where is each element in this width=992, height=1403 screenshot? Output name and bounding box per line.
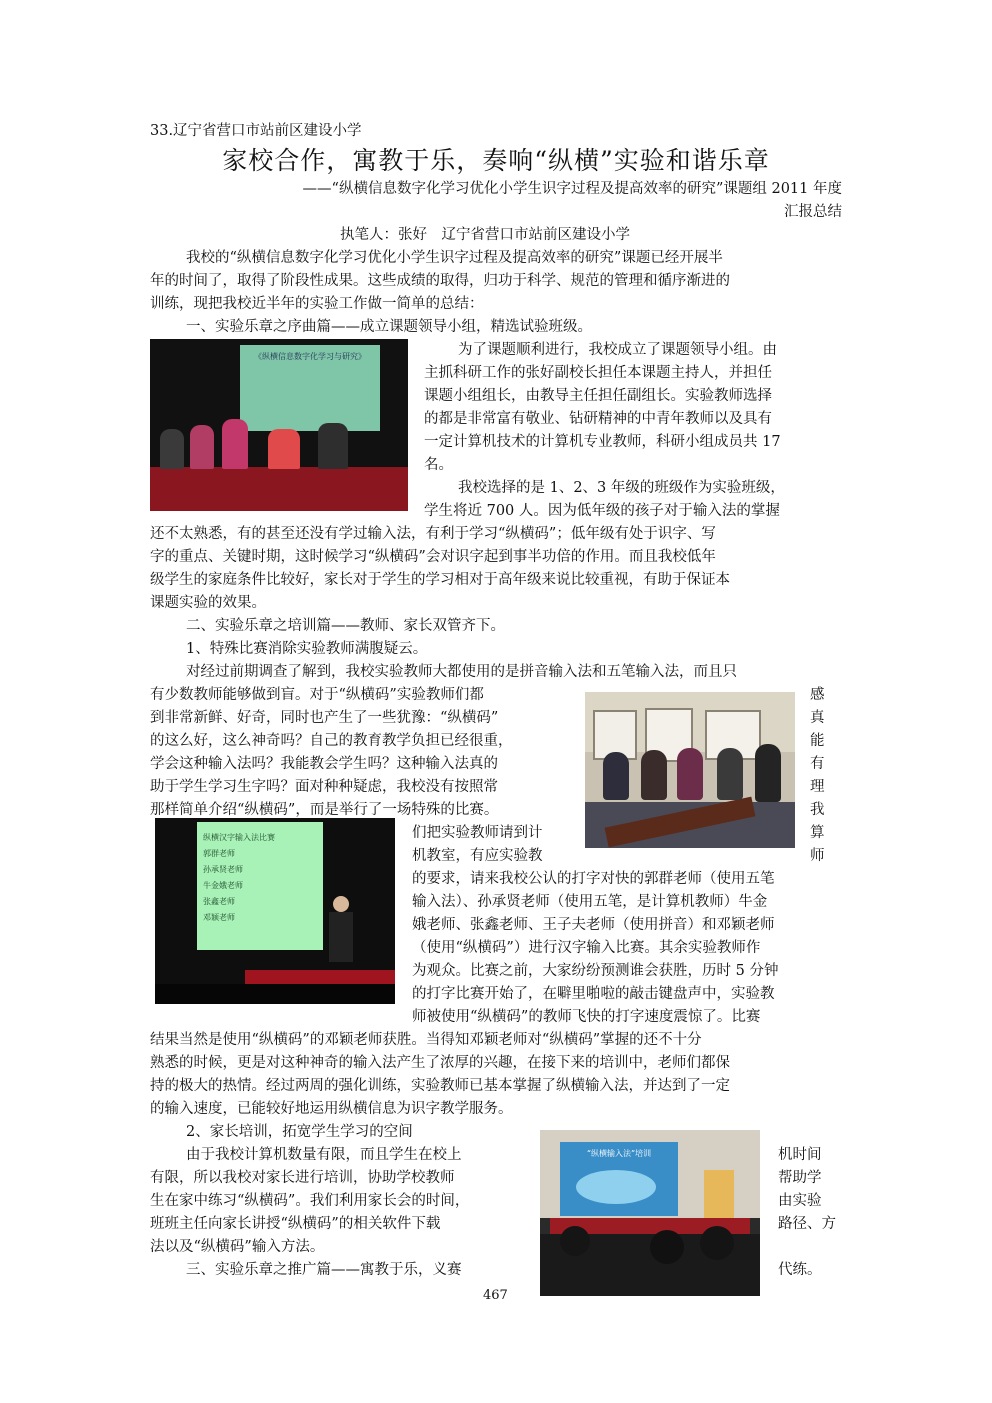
photo-screen-text: “纵横输入法”培训 <box>586 1149 652 1158</box>
paragraph-line: 输入法）、孙承贤老师（使用五笔，是计算机教师）牛金 <box>412 894 768 910</box>
paragraph-line: 年的时间了，取得了阶段性成果。这些成绩的取得，归功于科学、规范的管理和循序渐进的 <box>150 273 730 289</box>
paragraph-line: 机时间 <box>778 1147 822 1163</box>
paragraph-line: 班班主任向家长讲授“纵横码”的相关软件下载 <box>150 1216 441 1232</box>
paragraph-line: 级学生的家庭条件比较好，家长对于学生的学习相对于高年级来说比较重视，有助于保证本 <box>150 572 730 588</box>
paragraph-line: 课题小组组长，由教导主任担任副组长。实验教师选择 <box>424 388 772 404</box>
paragraph-line: 我校选择的是 1、2、3 年级的班级作为实验班级， <box>458 480 785 496</box>
photo-signing-ceremony <box>150 339 408 511</box>
paragraph-line: 有少数教师能够做到盲。对于“纵横码”实验教师们都 <box>150 687 484 703</box>
paragraph-char: 真 <box>810 710 825 726</box>
screen-text-line: 张鑫老师 <box>203 897 235 906</box>
paragraph-line: 机教室，有应实验教 <box>412 848 543 864</box>
paragraph-char: 我 <box>810 802 825 818</box>
subtitle-line-1: ——“纵横信息数字化学习优化小学生识字过程及提高效率的研究”课题组 2011 年度 <box>302 181 842 197</box>
paragraph-line: 字的重点、关键时期，这时候学习“纵横码”会对识字起到事半功倍的作用。而且我校低年 <box>150 549 716 565</box>
paragraph-line: 娥老师、张鑫老师、王子夫老师（使用拼音）和邓颖老师 <box>412 917 775 933</box>
paragraph-line: 的输入速度，已能较好地运用纵横信息为识字教学服务。 <box>150 1101 513 1117</box>
screen-text-line: 纵横汉字输入法比赛 <box>203 833 275 842</box>
paragraph-line: 的这么好，这么神奇吗？自己的教育教学负担已经很重， <box>150 733 513 749</box>
photo-parent-training <box>540 1130 760 1296</box>
paragraph-char: 算 <box>810 825 825 841</box>
paragraph-line: 名。 <box>424 457 453 473</box>
paragraph-line: 学会这种输入法吗？我能教会学生吗？这种输入法真的 <box>150 756 498 772</box>
page-number: 467 <box>483 1288 508 1303</box>
paragraph-line: 法以及“纵横码”输入方法。 <box>150 1239 325 1255</box>
screen-text-line: 牛金娥老师 <box>203 881 243 890</box>
paragraph-line: 帮助学 <box>778 1170 822 1186</box>
screen-text-line: 邓颖老师 <box>203 913 235 922</box>
paragraph-char: 能 <box>810 733 825 749</box>
subtitle-line-2: 汇报总结 <box>784 204 842 220</box>
paragraph-line: 课题实验的效果。 <box>150 595 266 611</box>
paragraph-line: 助于学生学习生字吗？面对种种疑虑，我校没有按照常 <box>150 779 498 795</box>
paragraph-line: 训练，现把我校近半年的实验工作做一简单的总结： <box>150 296 484 312</box>
paragraph-line: 由实验 <box>778 1193 822 1209</box>
section-heading-2: 二、实验乐章之培训篇——教师、家长双管齐下。 <box>186 618 505 634</box>
paragraph-line: 还不太熟悉，有的甚至还没有学过输入法，有利于学习“纵横码”；低年级有处于识字、写 <box>150 526 716 542</box>
paragraph-line: 们把实验教师请到计 <box>412 825 543 841</box>
paragraph-line: 结果当然是使用“纵横码”的邓颖老师获胜。当得知邓颖老师对“纵横码”掌握的还不十分 <box>150 1032 702 1048</box>
paragraph-char: 师 <box>810 848 825 864</box>
paragraph-line: 的都是非常富有敬业、钻研精神的中青年教师以及具有 <box>424 411 772 427</box>
section-heading-3: 三、实验乐章之推广篇——寓教于乐，义赛 <box>186 1262 462 1278</box>
section-heading-1: 一、实验乐章之序曲篇——成立课题领导小组，精选试验班级。 <box>186 319 592 335</box>
sub-heading-2-2: 2、家长培训，拓宽学生学习的空间 <box>186 1124 413 1140</box>
paragraph-line: 学生将近 700 人。因为低年级的孩子对于输入法的掌握 <box>424 503 780 519</box>
paragraph-line: 我校的“纵横信息数字化学习优化小学生识字过程及提高效率的研究”课题已经开展半 <box>186 250 723 266</box>
paragraph-line: 生在家中练习“纵横码”。我们利用家长会的时间， <box>150 1193 470 1209</box>
paragraph-line: 到非常新鲜、好奇，同时也产生了一些犹豫：“纵横码” <box>150 710 499 726</box>
school-line: 33.辽宁省营口市站前区建设小学 <box>150 123 362 139</box>
photo-teachers-discussion <box>585 692 795 848</box>
paragraph-line: 对经过前期调查了解到，我校实验教师大都使用的是拼音输入法和五笔输入法，而且只 <box>186 664 737 680</box>
paragraph-line: 持的极大的热情。经过两周的强化训练，实验教师已基本掌握了纵横输入法，并达到了一定 <box>150 1078 730 1094</box>
paragraph-char: 理 <box>810 779 825 795</box>
author-line: 执笔人：张好 辽宁省营口市站前区建设小学 <box>340 227 630 243</box>
page-title: 家校合作，寓教于乐，奏响“纵横”实验和谐乐章 <box>222 146 770 175</box>
paragraph-line: 那样简单介绍“纵横码”，而是举行了一场特殊的比赛。 <box>150 802 499 818</box>
sub-heading-2-1: 1、特殊比赛消除实验教师满腹疑云。 <box>186 641 428 657</box>
paragraph-line: 路径、方 <box>778 1216 836 1232</box>
paragraph-line: 熟悉的时候，更是对这种神奇的输入法产生了浓厚的兴趣，在接下来的培训中，老师们都保 <box>150 1055 730 1071</box>
paragraph-line: 由于我校计算机数量有限，而且学生在校上 <box>186 1147 462 1163</box>
photo-typing-contest-presentation <box>155 818 395 1004</box>
photo-screen-text: 《纵横信息数字化学习与研究》 <box>254 352 366 361</box>
screen-text-line: 孙承贤老师 <box>203 865 243 874</box>
section-heading-3-end: 代练。 <box>778 1262 822 1278</box>
paragraph-line: （使用“纵横码”）进行汉字输入比赛。其余实验教师作 <box>412 940 761 956</box>
paragraph-line: 主抓科研工作的张好副校长担任本课题主持人，并担任 <box>424 365 772 381</box>
paragraph-line: 为观众。比赛之前，大家纷纷预测谁会获胜，历时 5 分钟 <box>412 963 779 979</box>
paragraph-line: 的要求，请来我校公认的打字对快的郭群老师（使用五笔 <box>412 871 775 887</box>
paragraph-char: 有 <box>810 756 825 772</box>
paragraph-line: 师被使用“纵横码”的教师飞快的打字速度震惊了。比赛 <box>412 1009 761 1025</box>
screen-text-line: 郭群老师 <box>203 849 235 858</box>
paragraph-line: 有限，所以我校对家长进行培训，协助学校教师 <box>150 1170 455 1186</box>
paragraph-line: 为了课题顺利进行，我校成立了课题领导小组。由 <box>458 342 777 358</box>
paragraph-line: 的打字比赛开始了，在噼里啪啦的敲击键盘声中，实验教 <box>412 986 775 1002</box>
paragraph-char: 感 <box>810 687 825 703</box>
paragraph-line: 一定计算机技术的计算机专业教师，科研小组成员共 17 <box>424 434 781 450</box>
